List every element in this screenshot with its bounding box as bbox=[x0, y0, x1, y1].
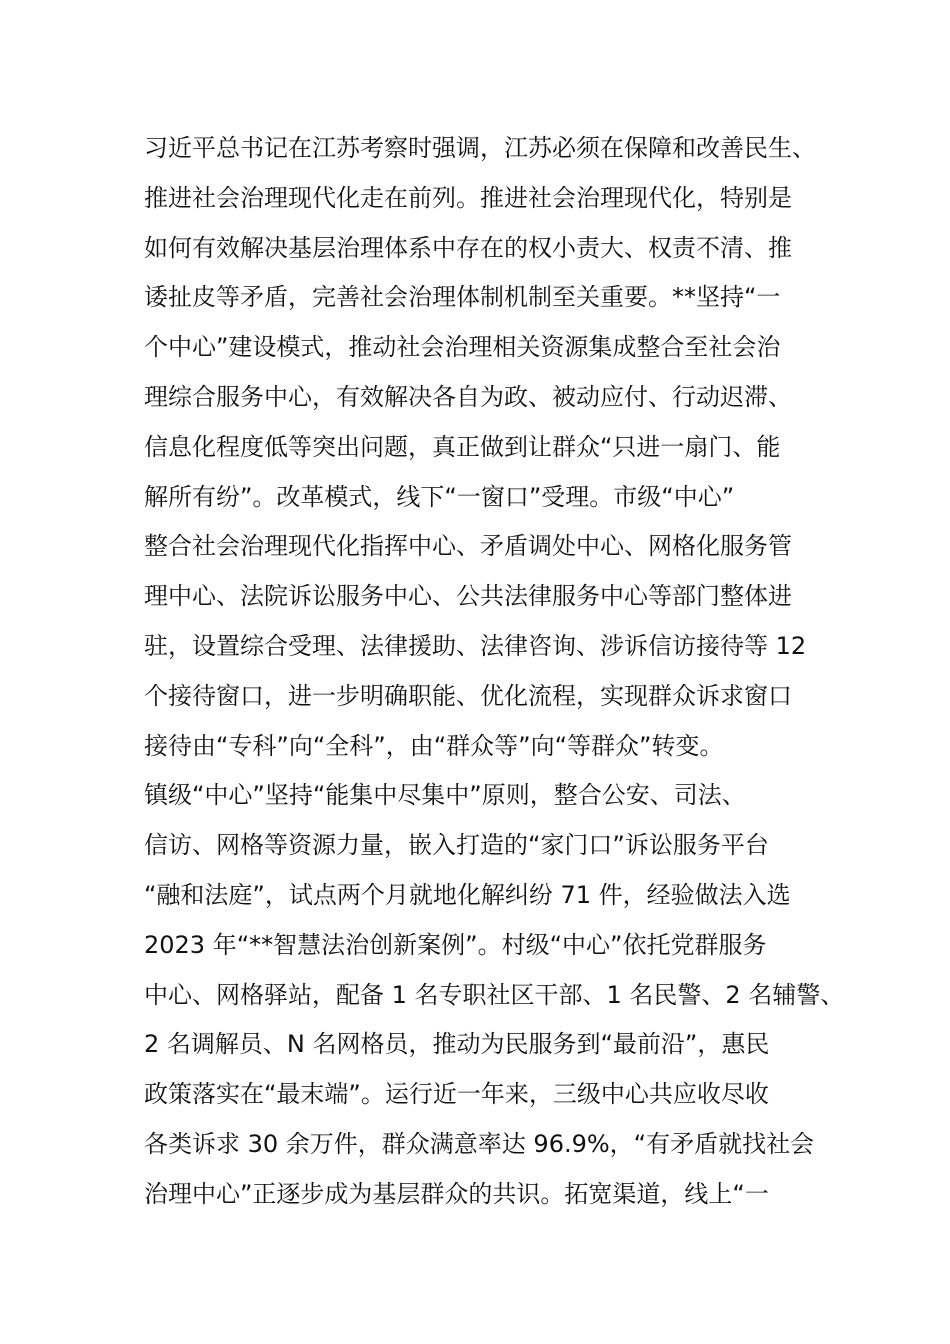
text-line: 政策落实在“最末端”。运行近一年来，三级中心共应收尽收 bbox=[144, 1080, 769, 1109]
text-line: 整合社会治理现代化指挥中心、矛盾调处中心、网格化服务管 bbox=[144, 532, 792, 561]
text-line: 2023 年“**智慧法治创新案例”。村级“中心”依托党群服务 bbox=[144, 930, 767, 959]
text-line: 接待由“专科”向“全科”，由“群众等”向“等群众”转变。 bbox=[144, 731, 724, 760]
text-line: 各类诉求 30 余万件，群众满意率达 96.9%，“有矛盾就找社会 bbox=[144, 1129, 815, 1158]
text-line: 镇级“中心”坚持“能集中尽集中”原则，整合公安、司法、 bbox=[144, 781, 746, 810]
text-line: “融和法庭”，试点两个月就地化解纠纷 71 件，经验做法入选 bbox=[144, 880, 791, 909]
text-line: 治理中心”正逐步成为基层群众的共识。拓宽渠道，线上“一 bbox=[144, 1179, 769, 1208]
text-line: 理综合服务中心，有效解决各自为政、被动应付、行动迟滞、 bbox=[144, 382, 792, 411]
text-line: 解所有纷”。改革模式，线下“一窗口”受理。市级“中心” bbox=[144, 482, 735, 511]
text-line: 信息化程度低等突出问题，真正做到让群众“只进一扇门、能 bbox=[144, 432, 781, 461]
text-line: 诿扯皮等矛盾，完善社会治理体制机制至关重要。**坚持“一 bbox=[144, 283, 781, 312]
text-line: 个接待窗口，进一步明确职能、优化流程，实现群众诉求窗口 bbox=[144, 681, 792, 710]
text-line: 推进社会治理现代化走在前列。推进社会治理现代化，特别是 bbox=[144, 183, 792, 212]
text-line: 个中心”建设模式，推动社会治理相关资源集成整合至社会治 bbox=[144, 333, 781, 362]
text-line: 如何有效解决基层治理体系中存在的权小责大、权责不清、推 bbox=[144, 233, 792, 262]
body-paragraph bbox=[144, 124, 845, 1220]
text-line: 理中心、法院诉讼服务中心、公共法律服务中心等部门整体进 bbox=[144, 582, 792, 611]
text-line: 2 名调解员、N 名网格员，推动为民服务到“最前沿”，惠民 bbox=[144, 1030, 770, 1059]
text-line: 驻，设置综合受理、法律援助、法律咨询、涉诉信访接待等 12 bbox=[144, 631, 807, 660]
text-line: 信访、网格等资源力量，嵌入打造的“家门口”诉讼服务平台 bbox=[144, 831, 769, 860]
text-line: 习近平总书记在江苏考察时强调，江苏必须在保障和改善民生、 bbox=[144, 134, 816, 162]
text-line: 中心、网格驿站，配备 1 名专职社区干部、1 名民警、2 名辅警、 bbox=[144, 980, 845, 1009]
